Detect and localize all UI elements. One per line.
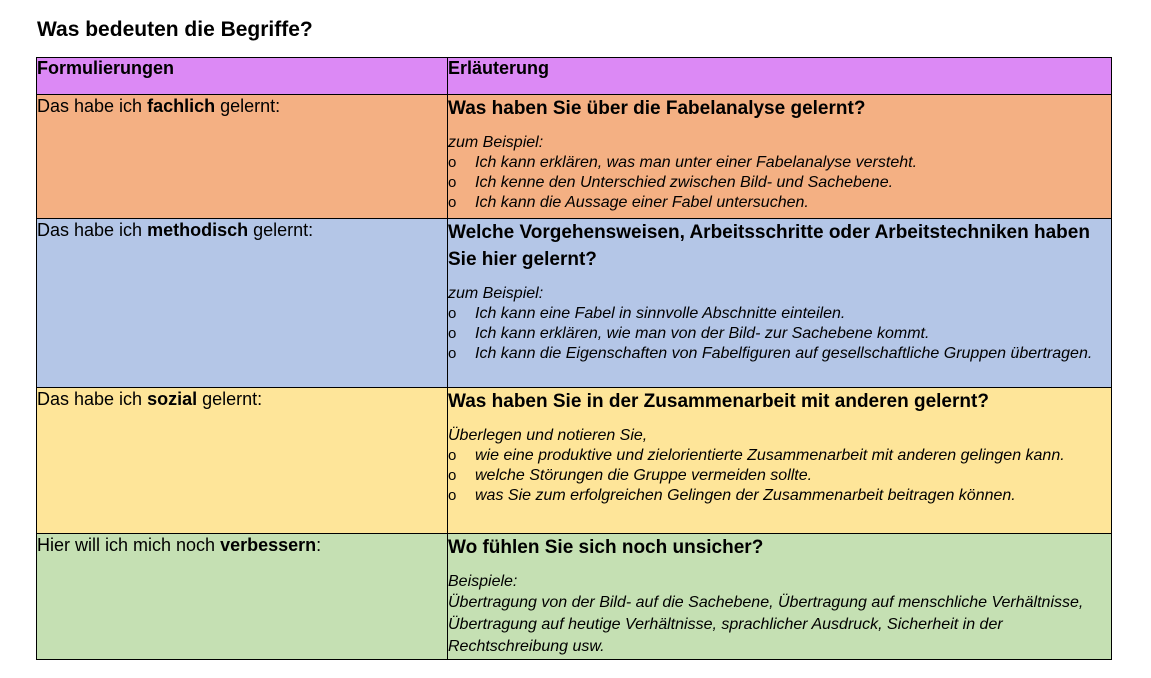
row-label-text: Das habe ich xyxy=(37,389,148,409)
list-item: o Ich kann erklären, was man unter einer Fabelanalyse versteht. xyxy=(448,153,1111,173)
list-item: o welche Störungen die Gruppe vermeiden sollte. xyxy=(448,466,1111,486)
list-item: o was Sie zum erfolgreichen Gelingen der Zusammenarbeit beitragen können. xyxy=(448,486,1111,506)
list-item: o Ich kann erklären, wie man von der Bild- zur Sachebene kommt. xyxy=(448,324,1111,344)
row-question: Was haben Sie über die Fabelanalyse gelernt? xyxy=(448,98,866,119)
row-label-text: Das habe ich xyxy=(37,96,148,116)
terms-table xyxy=(36,57,1112,660)
page-title: Was bedeuten die Begriffe? xyxy=(37,18,313,41)
row-label-keyword: verbessern xyxy=(220,535,317,555)
row-explanation xyxy=(448,219,1112,388)
row-explanation xyxy=(448,534,1112,660)
row-label-text: Hier will ich mich noch xyxy=(37,535,221,555)
row-label xyxy=(37,388,448,534)
example-list xyxy=(448,304,1111,364)
row-label-text: gelernt: xyxy=(215,96,281,116)
table-row-methodisch xyxy=(37,219,1112,388)
row-label-text: Das habe ich xyxy=(37,220,148,240)
table-row-sozial xyxy=(37,388,1112,534)
row-label xyxy=(37,95,448,219)
example-list xyxy=(448,153,1111,213)
list-item: o Ich kann die Eigenschaften von Fabelfiguren auf gesellschaftliche Gruppen übertragen. xyxy=(448,344,1111,364)
row-intro: Überlegen und notieren Sie, xyxy=(448,427,648,444)
row-explanation xyxy=(448,95,1112,219)
row-label-text: gelernt: xyxy=(248,220,314,240)
row-question: Wo fühlen Sie sich noch unsicher? xyxy=(448,537,764,558)
list-item: o wie eine produktive und zielorientierte Zusammenarbeit mit anderen gelingen kann. xyxy=(448,446,1111,466)
row-intro: zum Beispiel: xyxy=(448,285,544,302)
row-intro: Beispiele: xyxy=(448,573,518,590)
row-intro: zum Beispiel: xyxy=(448,134,544,151)
column-header-erlaeuterung: Erläuterung xyxy=(448,58,1112,95)
row-label-keyword: sozial xyxy=(147,389,198,409)
row-label-text: gelernt: xyxy=(197,389,263,409)
column-header-formulierungen: Formulierungen xyxy=(37,58,448,95)
row-question: Welche Vorgehensweisen, Arbeitsschritte oder Arbeitstechniken haben Sie hier gelernt? xyxy=(448,222,1090,270)
list-item: o Ich kann die Aussage einer Fabel untersuchen. xyxy=(448,193,1111,213)
list-item: o Ich kann eine Fabel in sinnvolle Abschnitte einteilen. xyxy=(448,304,1111,324)
table-row-verbessern xyxy=(37,534,1112,660)
examples-paragraph: Übertragung von der Bild- auf die Sachebene, Übertragung auf menschliche Verhältnisse, Übertragung auf heutige Verhältnisse, sprachlicher Ausdruck, Sicherheit in der Rechtschreibung usw. xyxy=(448,594,1084,655)
table-header-row xyxy=(37,58,1112,95)
row-explanation xyxy=(448,388,1112,534)
row-label-keyword: fachlich xyxy=(147,96,216,116)
table-row-fachlich xyxy=(37,95,1112,219)
row-label-text: : xyxy=(316,535,322,555)
row-label-keyword: methodisch xyxy=(147,220,249,240)
list-item: o Ich kenne den Unterschied zwischen Bild- und Sachebene. xyxy=(448,173,1111,193)
row-question: Was haben Sie in der Zusammenarbeit mit anderen gelernt? xyxy=(448,391,989,412)
row-label xyxy=(37,534,448,660)
row-label xyxy=(37,219,448,388)
example-list xyxy=(448,446,1111,506)
